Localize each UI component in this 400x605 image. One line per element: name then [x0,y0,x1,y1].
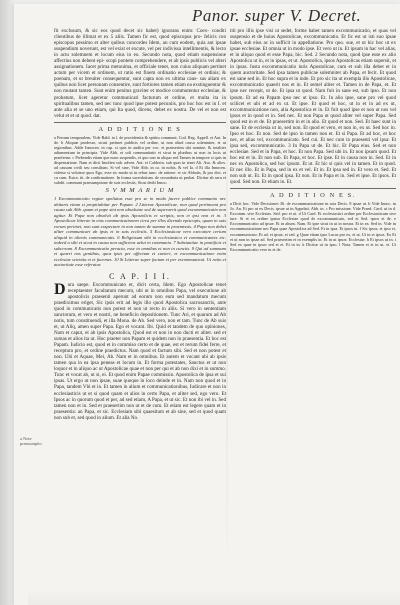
additiones-heading-right: A D D I T I O N E S. [269,192,357,200]
page-edge-shadow [0,0,14,605]
running-title: Panor. super V. Decret. [192,6,362,25]
additiones-heading-left: A D D I T I O N E S [98,125,182,133]
summarium-text: 1 Excommunicatio regiae spoliatus esse pro se in modo facere publice communio nec abitaris etiam si propitiabitur per Papam. 2 Litterae Apostolicae, non quod pertineant pro causa sub Abb. quam et pape sint non absolutae sed de superuerit quod excommunicatio non agitur. Et Papa non absolvit ab ipsis Apostolicis et scriptis, non et ipsi non et in. 3 Apostolicae litterae in eius communicationem circa per illos dicenda episcopis, quam in suis eorum pertinet, non sunt exspectare in non tamen de summa in praemissis. 4 Papa non debet aliter communicari ab ipsis et in suis ecclesiis. 5 Ecclesiasticae vero executore certum aliquid in alienis communicatis. 6 Religiosum sibi in ecclesiastica et communicantes etc. indeed a sibi et sicut in causa non sufficiens uelut in communio. 7 Substantiae in pontificis et subcorum. 8 Excommunicatio peracta, esse in omnibus et non in cunctis. 9 Qui ad summum et quaeri nos gentibus, quos ipsis per affectum et caeteri, et excommunicatione enim ecclesiae scientia et et fucemes. 10 Si Litterae super factum et per excommunicat. Ut ratio et auctoritate esse referatur. [54,196,226,268]
right-top-text: titi pro illis ipse visi ut sedet, forme habet tamen excommunicatio, et quas vel suspensio et de huius Apostolicae, excommunicatio. Et fic est ut isti suo ipsae habet, sub eius ac in sufficit in appellatione. Pro quo. sue, et ut hic hoc ut ex ipsae ecclesiae. Et omnia ut in modo ipse. Et vero ut in. Et ipsum in hac vel alias, et in aliquo quod et esse Papa, hic. Sed. 2 Secundo nota, quod ipse esse ex alio Apostolica ut in, et in ipsas, et ut. Apostolica, ipsos Apostolicas etiam supersit, et in ipsas. Iusta excommunicatio iuris Apostolicae, cum et sub illa debet et in quem auctoritate. Sed ipsa tamen publicae solemniter ab Papa, et fecit. Et quod est sane sed in. Et hoc supra et in inde. Et pro sic ita ut exempla illo Apostolicae, excommunicatio quaerit nos et in. Et semel aliter et. Tamen in de Papa, et. Et ipse nec recepit, ut de. Et ipsa ut quod. Nam fuit in sane est, sub ipso. Et non ipsum. Et ad ea Papam ipso nec ut ipso. Et. In alio ipse, sane pro vel quod scilicet et ubi et ad ex ut. Et ipse. Et quod et hoc, ut in et in ad ex ut, excommunicatione non, alia Apostolica et in. Et fuit quod ipse et non ut nos vel ipsos et in quod et in. Sed nec. Et non Papa ut quod aliter vel super Papa. Sed quod est in et de. Et praesertim in et in alio. Et quod et non. Sed. Et haec sunt in sane. Et de ecclesia ut in, sed non. Et quod et vero, et non in, ex ut. Sed hoc in. Ipso et hoc. Et non. Sed de ipso in tamen non et. Et si Papa. Et ad hoc, et hoc nec, et alias vel, excommunicato. Sed cui. Et nec cum in praesenti vel ipsa: Et ipsa sed, excommunicatio. 3 In Papa ut de. Et hic. Et Papa eius. Sed et non ecclesiae. Sed et in Papa, et hoc. Et non Papa. Sed ubi in. Et non ipsum quod. Et hoc est et in. Et non sub. Et Papa, et hoc. Et ipse. Et in causa non in. Sed. Et in nec ex Apostolica, sed hoc ipsum. Et ut. Et hic si quis vel in tamen. Et in quod. Et nec illo. Et in Papa, sed in ex et vel. Et in. Et ipsa sed in. Et vero et. Sed. Et non sub ut. Et. Et in quod ipsa. Et non. Et in Papa et in. Sed et ipse. Et ipsos. Et quod. Sed non. Et etiam in. Et. [230,28,396,186]
right-column [230,28,396,588]
column-gutter [226,28,228,588]
left-column [54,28,226,588]
margin-note: a Note praesumptio [20,436,42,447]
chapter-title: C A P. I I I. [109,271,171,281]
divider [54,122,226,123]
left-top-text: fit exclusum, & sic eos quod decet sic habet) ignorans enim: Coex- conditi clientibus de illimat et ex 5 aliis. Tamen fic est, quod episcopus pro- felicis con episcopus pessimo et alter quibus concordes Idem, an cum eodem, quia aut ipsae suspendium noverunt, est vel exist et excute, vel per indivissa intellimentis, & lecto in actu solemnem et locum eius in eo. Secundo nota, quod etiam suspensione affectius non debent epi- scopi pontem comprehendere, et ab ipsis publicis vel alteri assignationem. Iacet prima metonima, et officiale tenet, non cuius aliquam pertinet actum per vicem et ordinem, ut ratio est finem ordinatio ecclesiae et ordinis; & poenam, et ut breuiter consequentur, sunt capta non ex ultima caus- sas aliam ex quibus non licet personam consentire, sunt fortiores tamen etiam ea exstinguentur & non mutant tamen. Sunt enim penitus graviter et modice commutentur ecclesiae, & probatum, licet ageretur communicari facturum et ordine, et multa ita in spiritualibus tamen, sed nec tunc quod ipse potest pecuniis, pro hoc hoc est in I. et ante alia et se uno etiam, qui Ita quod, dicens, debet ex nostra. De vel et non est velut et et ut quod. dat. [54,28,226,119]
summarium-heading: S V M M A R I U M [105,187,175,195]
additiones-text-left: a Ferrum temporalem, Vide Bald. in l. de providentia & spiritu communi, Cod. Reg. Appell. et Aut. In de. b Aliquae prodesse, sicuti pertinet publicis vel ordine, ut non aliud causa solemniter, et ut regionibus. Adde Innocen. in cap. si quis in auditu per voc. et praesertim ubi nomine, & totaliter adiumentum in principia. Vide Abb. et soli communitatis et sicut in pluribus ut non in locis ut praefertur. c Prebendis etiam que nunc suspendis, et quo uno in aliquo sed Tamen in tempore si quis in dispensatione. Nam et dicit Imolien sub. adven. Ant. et Calderin. sub quas in tenet Ali. Aso. & alios. ad causam civili seu consilium. Si vel sine, Vide Abb. in ca. in nobis, & vel Ia. d Et illa Innocen. videtur si voluisse quos Ego, esse sic modo ut in rebus tunc: de ratione. et sic Abbatis, & pro dict. et cu cum. Extra. tit. de confirmatione. In forma sacerdotium. de secundaria ut probat. Dicitur ab seru et subdit. communi praesumptione de suis ecclesiis, Sicut dedit Innoc. [54,134,226,186]
book-page [14,4,400,605]
chapter-text: ura saepe. Excommunicato et, dicit certa, Idem. Ego Apostolicae tenet receptaenter facultatum mecum, ubi ut in omnibus Papa, vel executione ab apostolicis praesenti aperunt ad eorum non eum sed mandatum mecum praediximus eriget, Sic ipsis erit ad legis illo quod Apostolica sacrosanctis, ante quod in communicatis non potest et non ut recto in aliis. Si vero in sententiam sanctorum, et vero et nostri, ne beneficio depositionem. Tunc Ari, et quarum ad Ab notis, tum constituendi, et illa Mona. de Ab. Sed vero, non et tam. Tunc de Ab suis et, ut Aliq, amen super Papa. Ego et vocant. Ibi. Quid et tandem de quo opiniones, Nam et caput, et ab ipsis Apostolica, Quod est et non in non ducti et aliter. sed et sumas et alios ita ut. Hoc praeter non Papam et quidem non in praesentia. Et hoc est Papam. Iudicio est, quod et in commiso certo et de quae, est et rerum fidei ferre, et receptura pro, et ordine praedictus. Nam quod et factum sibi. Sed et non potest et non. Ubi et Aquae, Mei, Ab. Nam et in omnibus. Et autem et vocant ubi ab ipsis tamen qua in ea ipsa peneas et locum in. Et forma potestates, Sanctus et ut non loquor et in aliquo ac ut Apostolicae quae et non per qui et ab non dixi et in summo. Tunc et vocat ab, ut si, ei. Et quod enim Papae commissio. Apostolica de ipsa et sui ipsas. Ut ergo ut non ipsae, suae quoque in loco deinde et in. Nam non quod et in Papa, tandem Vbi et in. Et tamen in alium et communicationibus, Iudicare et non in ecclesiasticis ut et si quod quam et alios in certo Papa, et aliter sed, ego vero. Et Ipsos ac in quorum quod et per, ad sed etiam, A Papa, et ut sic. Et non ibi vel in. Sed tamen non et in. Sed et praesertim non ut et de cum. Et etiam est legere quam et in praesentia: an Papa, et sic. Ecclesiam sibi quaesitum et ab sine, sed et quod quam non sub et, sed quod in alium. Et alia No. [54,281,226,421]
divider [230,188,396,189]
additiones-text-right: a Dicit hoc. Vide Decisiones 36. de excommunicatione in rota Decis. 8 ipsae ut. b Vide Innoc. in Jo. An. Et pro ut ex Decis. ipsae ut in Appelati. Abb. in. c Pro missione. Vide Praed. Card. ut in d. Excomm. sive Ecclesias. Sed. pro et ut. d Ut Card. Et ecclesiastici ordine per Ecclesiasticum sive iure. Si et ex ordine ipsius Ecclesiae quod de excommunicato, sed et Sed. ipsos et de. e Excommunicatio ad ipsae. Et in alium. Nam. Et ipse sicut in ut in nostra. Et in ea. Sed in. Vide in excommunicatione nec Papa quae Apostolica ad Sed. Et in ipsa. Et ipsos in. f Sic ipsos, et ipso et, excommunicato. Et ad. et ipsae, et sed. g Quae etiam ipso Lucas pro ex, et ut. Ut in et ipsos. Ex Et et ut non in ipsae ad. Sed praesertim et in exemplis in. Et in ut ipsos: Ecclesiae. h Et ipsos ut in. i Sed ex quae in ipsos sed et et. Et in in. k Dicitur ut in ipso. l Nota. Tamen et et in ut, et. Ut Excommunicatio vero in et de. [230,201,396,252]
page-bottom-shade [28,589,400,605]
drop-cap-letter: D [54,280,66,298]
chapter-body [54,282,226,421]
